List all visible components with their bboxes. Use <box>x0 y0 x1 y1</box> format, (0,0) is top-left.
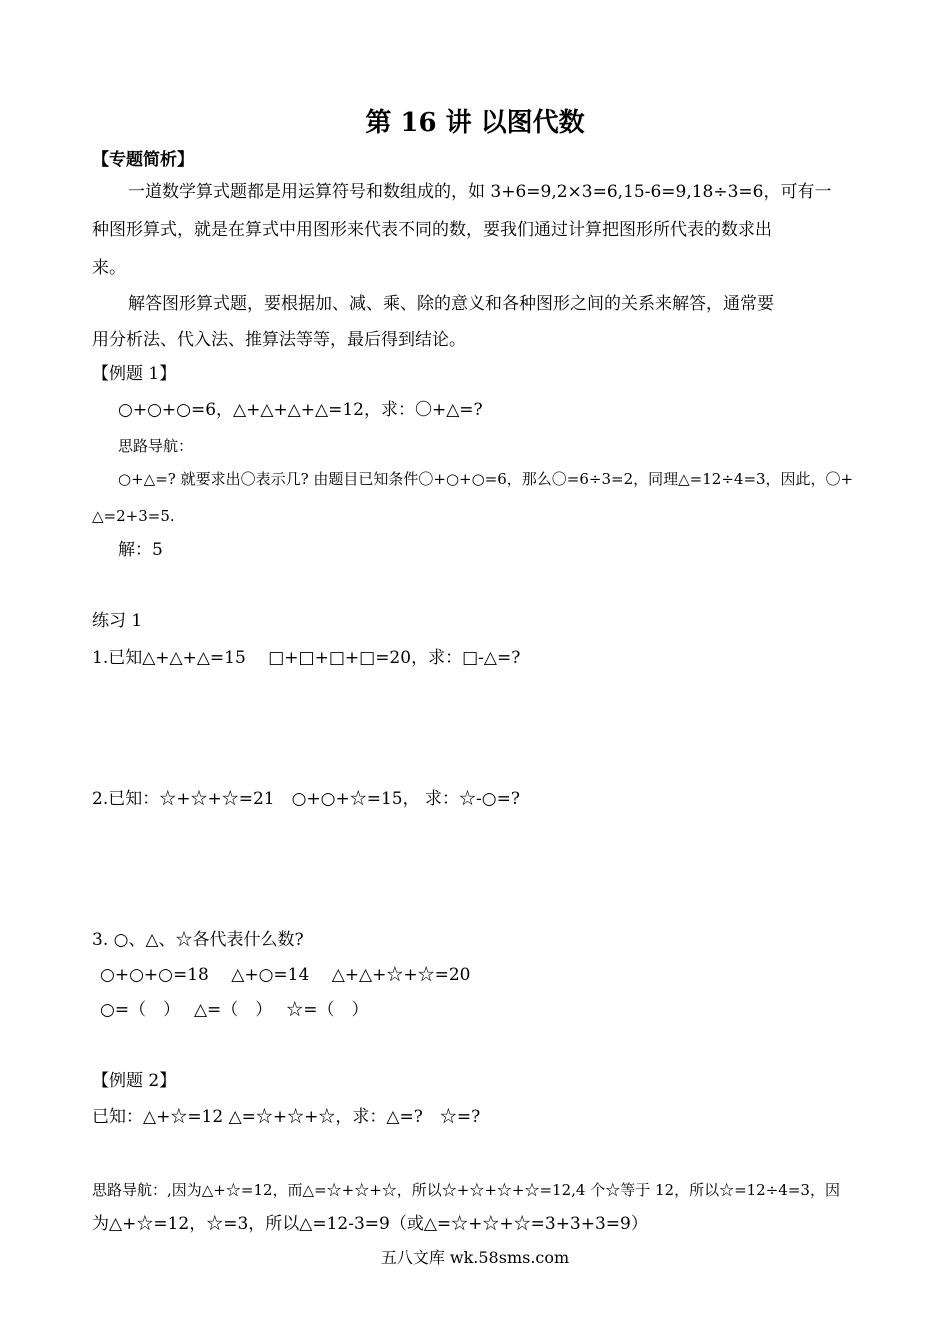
example-2-hint-line-1: 思路导航：,因为△+☆=12，而△=☆+☆+☆，所以☆+☆+☆+☆=12,4 个☆等于 12，所以☆=12÷4=3，因 <box>92 1181 840 1199</box>
intro-paragraph-1-line-1: 一道数学算式题都是用运算符号和数组成的，如 3+6=9,2×3=6,15-6=9,18÷3=6，可有一 <box>128 182 832 202</box>
example-2-heading: 【例题 2】 <box>92 1071 177 1091</box>
example-1-hint-line-1: ○+△=? 就要求出〇表示几? 由题目已知条件〇+○+○=6，那么〇=6÷3=2，同理△=12÷4=3，因此，〇+ <box>118 470 854 488</box>
page-title: 第 16 讲 以图代数 <box>365 108 585 138</box>
practice-question-3-equations: ○+○+○=18 △+○=14 △+△+☆+☆=20 <box>100 965 471 985</box>
example-1-hint-line-2: △=2+3=5. <box>92 507 175 525</box>
example-1-answer: 解：5 <box>118 540 163 560</box>
example-1-problem: ○+○+○=6，△+△+△+△=12，求：〇+△=? <box>118 400 483 420</box>
intro-paragraph-2-line-2: 用分析法、代入法、推算法等等，最后得到结论。 <box>92 330 466 350</box>
example-2-problem: 已知：△+☆=12 △=☆+☆+☆，求：△=? ☆=? <box>92 1107 481 1127</box>
example-1-hint-label: 思路导航： <box>118 437 194 455</box>
intro-paragraph-1-line-2: 种图形算式，就是在算式中用图形来代表不同的数，要我们通过计算把图形所代表的数求出 <box>92 220 772 240</box>
example-2-hint-line-2: 为△+☆=12，☆=3，所以△=12-3=9（或△=☆+☆+☆=3+3+3=9） <box>92 1214 648 1234</box>
practice-1-heading: 练习 1 <box>92 611 143 631</box>
example-1-heading: 【例题 1】 <box>92 364 177 384</box>
practice-question-3: 3. ○、△、☆各代表什么数? <box>92 930 304 950</box>
page-footer: 五八文库 wk.58sms.com <box>380 1248 570 1267</box>
practice-question-3-answer-blanks: ○=（ ） △=（ ） ☆=（ ） <box>100 1000 369 1020</box>
intro-paragraph-1-line-3: 来。 <box>92 258 126 278</box>
practice-question-2: 2.已知：☆+☆+☆=21 ○+○+☆=15， 求：☆-○=? <box>92 789 520 809</box>
intro-paragraph-2-line-1: 解答图形算式题，要根据加、减、乘、除的意义和各种图形之间的关系来解答，通常要 <box>128 294 774 314</box>
section-heading-intro: 【专题简析】 <box>92 150 194 170</box>
practice-question-1: 1.已知△+△+△=15 □+□+□+□=20，求：□-△=? <box>92 648 521 668</box>
